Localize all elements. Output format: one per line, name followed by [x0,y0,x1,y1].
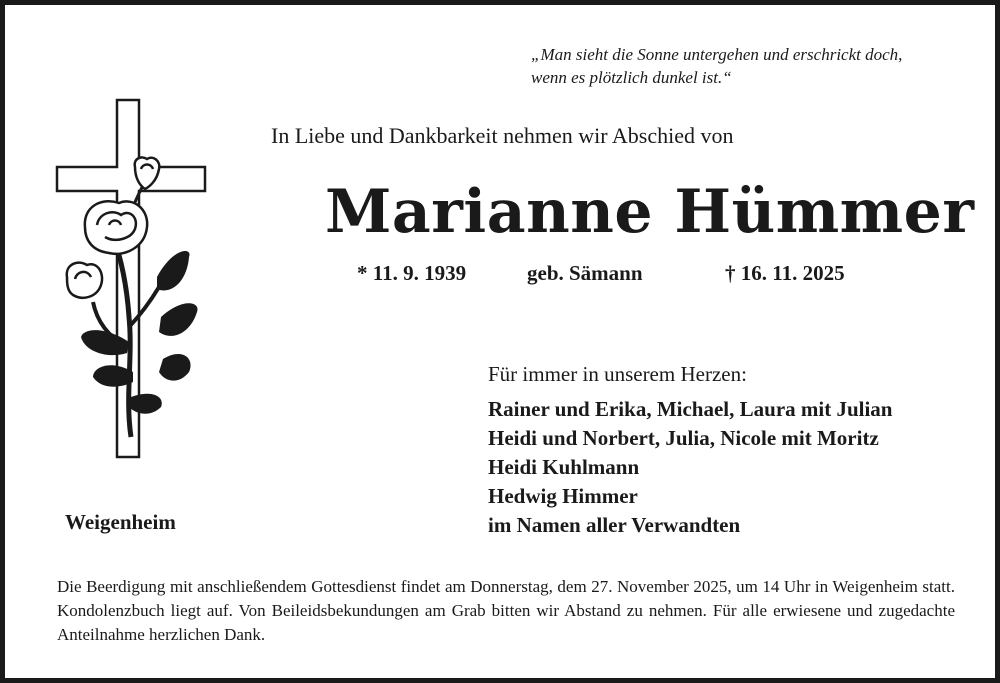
death-date: † 16. 11. 2025 [725,261,845,285]
mourner-line: Hedwig Himmer [488,484,638,508]
quote-line-2: wenn es plötzlich dunkel ist.“ [531,68,732,87]
intro-text: In Liebe und Dankbarkeit nehmen wir Abschied von [271,123,734,148]
mourner-line: Heidi und Norbert, Julia, Nicole mit Moritz [488,426,879,450]
quote-line-1: „Man sieht die Sonne untergehen und erschrickt doch, [531,45,903,64]
mourner-line: Heidi Kuhlmann [488,455,640,479]
mourners-list [488,395,893,540]
quote [531,43,971,89]
funeral-details: Die Beerdigung mit anschließendem Gottesdienst findet am Donnerstag, dem 27. November 2025, um 14 Uhr in Weigenheim statt. Kondolenzbuch liegt auf. Von Beileidsbekundungen am Grab bitten wir Abstand zu nehmen. Für alle erwiesene und zugedachte Anteilnahme herzlichen Dank. [57,577,955,644]
cross-with-roses-icon [53,97,213,467]
mourner-line: Rainer und Erika, Michael, Laura mit Julian [488,397,893,421]
maiden-name: geb. Sämann [527,261,643,285]
mourners-heading: Für immer in unserem Herzen: [488,362,747,386]
deceased-name: Marianne Hümmer [325,177,975,247]
place-name: Weigenheim [65,510,176,534]
mourner-line: im Namen aller Verwandten [488,513,741,537]
birth-date: * 11. 9. 1939 [357,261,467,285]
